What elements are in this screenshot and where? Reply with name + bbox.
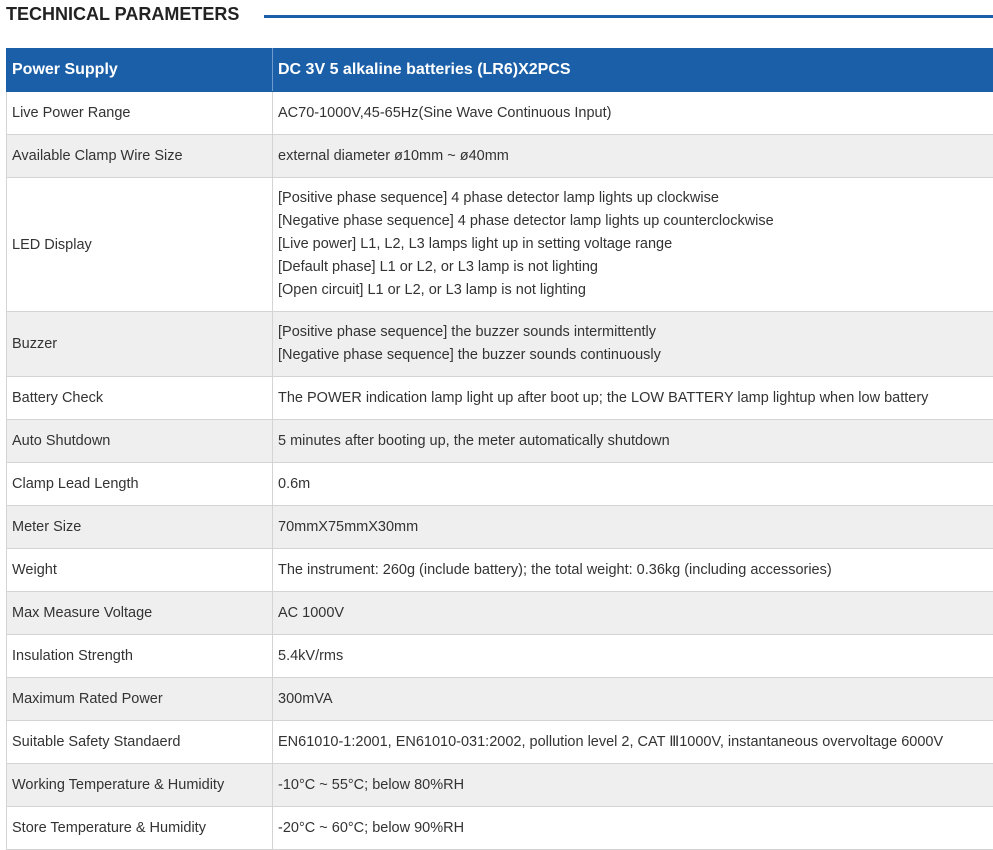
param-value-cell [273,312,993,377]
param-value-line: 70mmX75mmX30mm [278,516,988,539]
table-row [7,92,993,135]
param-value-cell [273,592,993,635]
param-label-cell: Buzzer [7,312,273,377]
table-row [7,312,993,377]
param-value-cell [273,764,993,807]
param-value-line: external diameter ø10mm ~ ø40mm [278,145,988,168]
param-value-line: 5.4kV/rms [278,645,988,668]
param-label-cell: Working Temperature & Humidity [7,764,273,807]
param-value-cell [273,92,993,135]
param-value-line: AC 1000V [278,602,988,625]
param-value-line: 300mVA [278,688,988,711]
param-value-line: [Positive phase sequence] 4 phase detector lamp lights up clockwise [278,187,988,210]
param-label-cell: Insulation Strength [7,635,273,678]
table-row [7,420,993,463]
param-value-line: [Negative phase sequence] the buzzer sounds continuously [278,344,988,367]
param-value-line: [Default phase] L1 or L2, or L3 lamp is not lighting [278,256,988,279]
table-row [7,807,993,850]
param-value-cell [273,420,993,463]
param-value-line: 0.6m [278,473,988,496]
param-value-cell [273,135,993,178]
param-label-cell: Meter Size [7,506,273,549]
param-value-cell [273,377,993,420]
table-header-row [7,49,993,92]
spec-table [6,48,993,850]
table-row [7,463,993,506]
param-value-line: [Negative phase sequence] 4 phase detector lamp lights up counterclockwise [278,210,988,233]
param-value-line: [Live power] L1, L2, L3 lamps light up in setting voltage range [278,233,988,256]
param-value-line: EN61010-1:2001, EN61010-031:2002, pollution level 2, CAT Ⅲ1000V, instantaneous overvoltage 6000V [278,731,988,754]
param-value-cell [273,178,993,312]
param-value-line: AC70-1000V,45-65Hz(Sine Wave Continuous Input) [278,102,988,125]
table-row [7,377,993,420]
param-label-cell: LED Display [7,178,273,312]
param-value-cell [273,506,993,549]
param-value-line: -20°C ~ 60°C; below 90%RH [278,817,988,840]
table-row [7,592,993,635]
param-value-line: 5 minutes after booting up, the meter automatically shutdown [278,430,988,453]
param-value-cell [273,678,993,721]
table-row [7,678,993,721]
param-label-cell: Live Power Range [7,92,273,135]
param-value-cell [273,721,993,764]
param-label-cell: Suitable Safety Standaerd [7,721,273,764]
param-value-cell [273,549,993,592]
param-label-cell: Available Clamp Wire Size [7,135,273,178]
table-row [7,506,993,549]
param-label-cell: Maximum Rated Power [7,678,273,721]
table-row [7,764,993,807]
header-label-cell: Power Supply [7,49,273,92]
param-label-cell: Store Temperature & Humidity [7,807,273,850]
param-label-cell: Clamp Lead Length [7,463,273,506]
table-row [7,549,993,592]
param-value-line: [Open circuit] L1 or L2, or L3 lamp is not lighting [278,279,988,302]
param-value-line: -10°C ~ 55°C; below 80%RH [278,774,988,797]
param-label-cell: Max Measure Voltage [7,592,273,635]
section-title: TECHNICAL PARAMETERS [6,4,239,25]
table-row [7,135,993,178]
param-label-cell: Auto Shutdown [7,420,273,463]
param-value-line: [Positive phase sequence] the buzzer sounds intermittently [278,321,988,344]
table-row [7,178,993,312]
section-header [0,0,993,40]
param-value-cell [273,635,993,678]
title-underline [264,15,993,18]
param-value-cell [273,807,993,850]
table-row [7,721,993,764]
param-label-cell: Weight [7,549,273,592]
table-body [7,92,993,850]
table-row [7,635,993,678]
param-value-line: The instrument: 260g (include battery); the total weight: 0.36kg (including accessories) [278,559,988,582]
param-label-cell: Battery Check [7,377,273,420]
param-value-line: The POWER indication lamp light up after boot up; the LOW BATTERY lamp lightup when low battery [278,387,988,410]
param-value-cell [273,463,993,506]
header-value-cell: DC 3V 5 alkaline batteries (LR6)X2PCS [273,49,993,92]
